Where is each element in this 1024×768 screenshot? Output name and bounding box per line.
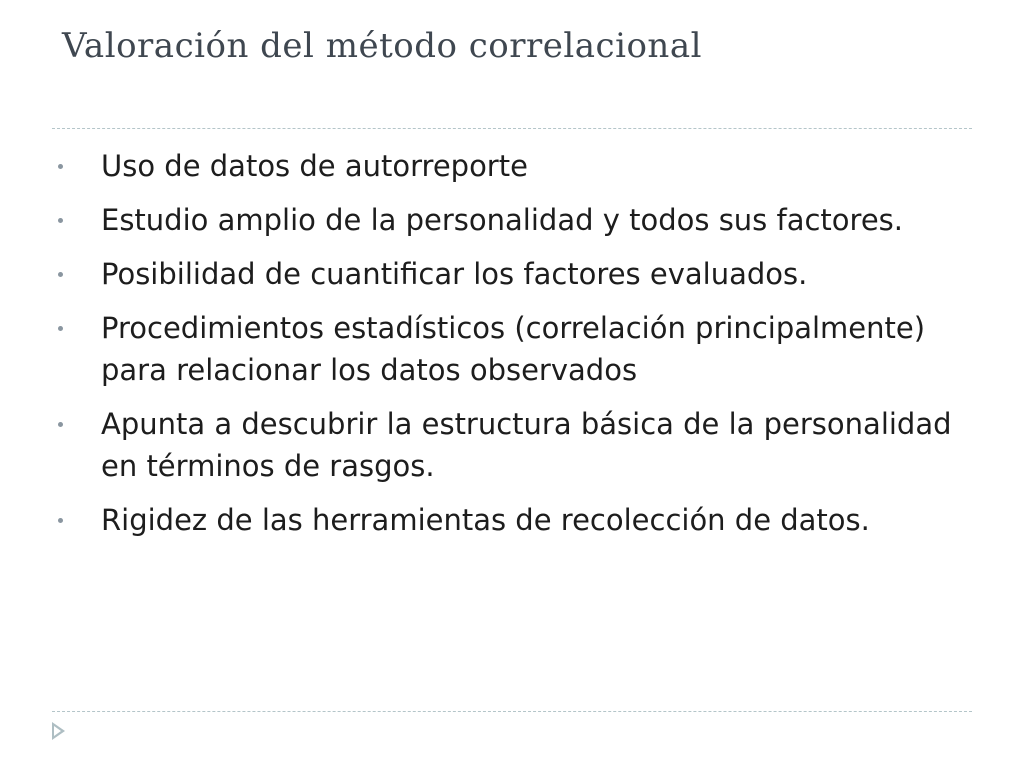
- title-divider: [52, 128, 972, 129]
- bullet-text: Estudio amplio de la personalidad y todos sus factores.: [101, 203, 904, 237]
- bullet-text: Procedimientos estadísticos (correlación principalmente) para relacionar los datos observados: [101, 311, 926, 387]
- bullet-item: [58, 403, 988, 487]
- footer-divider: [52, 711, 972, 712]
- bullet-item: [58, 145, 988, 187]
- bullet-item: [58, 307, 988, 391]
- bullet-dot-icon: [58, 218, 63, 223]
- bullet-dot-icon: [58, 272, 63, 277]
- bullet-text: Posibilidad de cuantificar los factores evaluados.: [101, 257, 808, 291]
- bullet-item: [58, 199, 988, 241]
- triangle-play-icon: [52, 722, 65, 740]
- bullet-item: [58, 253, 988, 295]
- bullet-text: Uso de datos de autorreporte: [101, 149, 528, 183]
- bullet-list: [58, 145, 988, 553]
- bullet-dot-icon: [58, 164, 63, 169]
- bullet-dot-icon: [58, 422, 63, 427]
- bullet-item: [58, 499, 988, 541]
- bullet-dot-icon: [58, 326, 63, 331]
- bullet-dot-icon: [58, 518, 63, 523]
- bullet-text: Apunta a descubrir la estructura básica de la personalidad en términos de rasgos.: [101, 407, 952, 483]
- slide-title: Valoración del método correlacional: [62, 26, 702, 66]
- bullet-text: Rigidez de las herramientas de recolección de datos.: [101, 503, 870, 537]
